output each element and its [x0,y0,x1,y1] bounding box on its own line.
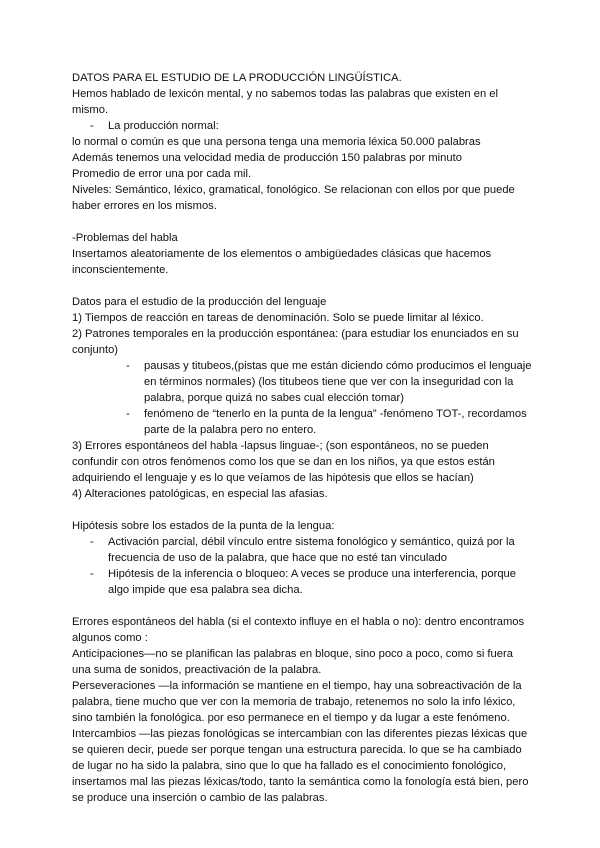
intercambios-paragraph: Intercambios —las piezas fonológicas se intercambian con las diferentes piezas léxicas que se quieren decir, puede ser porque tengan una estructura parecida. lo que se ha cambiado de lugar no ha sido la palabra, sino que lo que ha fallado es el conocimiento fonológico, insertamos mal las piezas léxicas/todo, tanto la semántica como la fonología está bien, pero se produce una inserción o cambio de las palabras. [72,728,529,804]
speech-problems-text: Insertamos aleatoriamente de los elementos o ambigüedades clásicas que hacemos inconscientemente. [72,248,492,276]
normal-production-title: La producción normal: [108,120,219,132]
intro-paragraph: Hemos hablado de lexicón mental, y no sabemos todas las palabras que existen en el mismo. [72,88,499,116]
subitem-text: pausas y titubeos,(pistas que me están diciendo cómo producimos el lenguaje en términos normales) (los titubeos tiene que ver con la inseguridad con la palabra, porque quizá no sabes cual elección tomar) [144,360,532,404]
normal-production-line: Promedio de error una por cada mil. [72,168,252,180]
data-study-subitem [72,406,532,438]
speech-problems-heading: -Problemas del habla [72,232,178,244]
normal-production-heading [72,118,532,134]
data-study-item-4: 4) Alteraciones patológicas, en especial las afasias. [72,488,328,500]
dash-marker: - [90,120,94,132]
tip-of-tongue-heading: Hipótesis sobre los estados de la punta de la lengua: [72,520,335,532]
data-study-item-3: 3) Errores espontáneos del habla -lapsus linguae-; (son espontáneos, no se pueden confundir con otros fenómenos como los que se dan en los niños, ya que estos están adquiriendo el lenguaje y es lo que veíamos de las hipótesis que ellos se hacían) [72,440,495,484]
dash-marker: - [126,408,130,420]
data-study-item-1: 1) Tiempos de reacción en tareas de denominación. Solo se puede limitar al léxico. [72,312,484,324]
dash-marker: - [126,360,130,372]
normal-production-line: lo normal o común es que una persona tenga una memoria léxica 50.000 palabras [72,136,481,148]
document-title: DATOS PARA EL ESTUDIO DE LA PRODUCCIÓN LINGÜÍSTICA. [72,72,402,84]
dash-marker: - [90,536,94,548]
dash-marker: - [90,568,94,580]
subitem-text: fenómeno de “tenerlo en la punta de la lengua” -fenómeno TOT-, recordamos parte de la palabra pero no entero. [144,408,527,436]
data-study-heading: Datos para el estudio de la producción del lenguaje [72,296,327,308]
tip-of-tongue-item [72,566,532,598]
normal-production-line: Además tenemos una velocidad media de producción 150 palabras por minuto [72,152,462,164]
normal-production-line: Niveles: Semántico, léxico, gramatical, fonológico. Se relacionan con ellos por que puede haber errores en los mismos. [72,184,515,212]
spontaneous-errors-heading: Errores espontáneos del habla (si el contexto influye en el habla o no): dentro encontramos algunos como : [72,616,525,644]
item-text: Activación parcial, débil vínculo entre sistema fonológico y semántico, quizá por la frecuencia de uso de la palabra, que hace que no esté tan vinculado [108,536,515,564]
item-text: Hipótesis de la inferencia o bloqueo: A veces se produce una interferencia, porque algo impide que esa palabra sea dicha. [108,568,516,596]
perseveraciones-paragraph: Perseveraciones —la información se mantiene en el tiempo, hay una sobreactivación de la palabra, tiene mucho que ver con la memoria de trabajo, retenemos no solo la info léxico, sino también la fonológica. por eso permanece en el tiempo y da lugar a este fenómeno. [72,680,522,724]
document-page [72,70,532,806]
data-study-item-2: 2) Patrones temporales en la producción espontánea: (para estudiar los enunciados en su conjunto) [72,328,519,356]
data-study-subitem [72,358,532,406]
anticipaciones-paragraph: Anticipaciones—no se planifican las palabras en bloque, sino poco a poco, como si fuera una suma de sonidos, preactivación de la palabra. [72,648,513,676]
tip-of-tongue-item [72,534,532,566]
